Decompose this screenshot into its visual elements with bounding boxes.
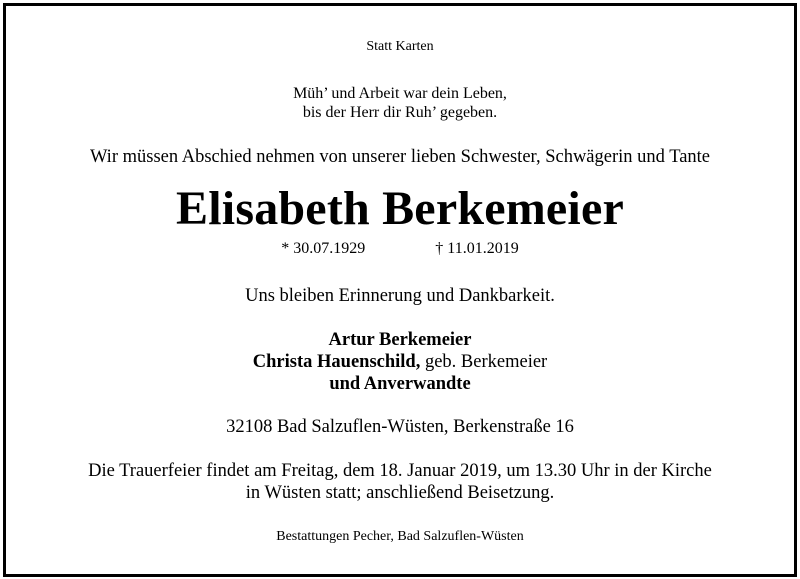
mourner-1: Artur Berkemeier [328, 330, 472, 350]
header-text: Statt Karten [366, 39, 434, 54]
deceased-name: Elisabeth Berkemeier [176, 182, 624, 235]
funeral-line-1: Die Trauerfeier findet am Freitag, dem 18. Januar 2019, um 13.30 Uhr in der Kirche [88, 461, 712, 481]
verse-line-2: bis der Herr dir Ruh’ gegeben. [302, 104, 498, 121]
intro-text: Wir müssen Abschied nehmen von unserer lieben Schwester, Schwägerin und Tante [89, 147, 711, 167]
mourner-2-maiden: geb. Berkemeier [420, 352, 548, 372]
undertaker-text: Bestattungen Pecher, Bad Salzuflen-Wüsten [276, 529, 524, 544]
mourner-3: und Anverwandte [329, 374, 471, 394]
life-dates [6, 240, 794, 258]
mourner-2 [6, 352, 794, 373]
obituary-notice [3, 3, 797, 577]
verse-line-1: Müh’ und Arbeit war dein Leben, [293, 85, 507, 102]
funeral-line-2: in Wüsten statt; anschließend Beisetzung. [245, 483, 555, 503]
address-text: 32108 Bad Salzuflen-Wüsten, Berkenstraße 16 [226, 417, 574, 437]
gratitude-text: Uns bleiben Erinnerung und Dankbarkeit. [245, 286, 555, 306]
death-date: † 11.01.2019 [435, 240, 519, 257]
mourner-2-name: Christa Hauenschild, [252, 352, 421, 372]
birth-date: * 30.07.1929 [281, 240, 366, 257]
